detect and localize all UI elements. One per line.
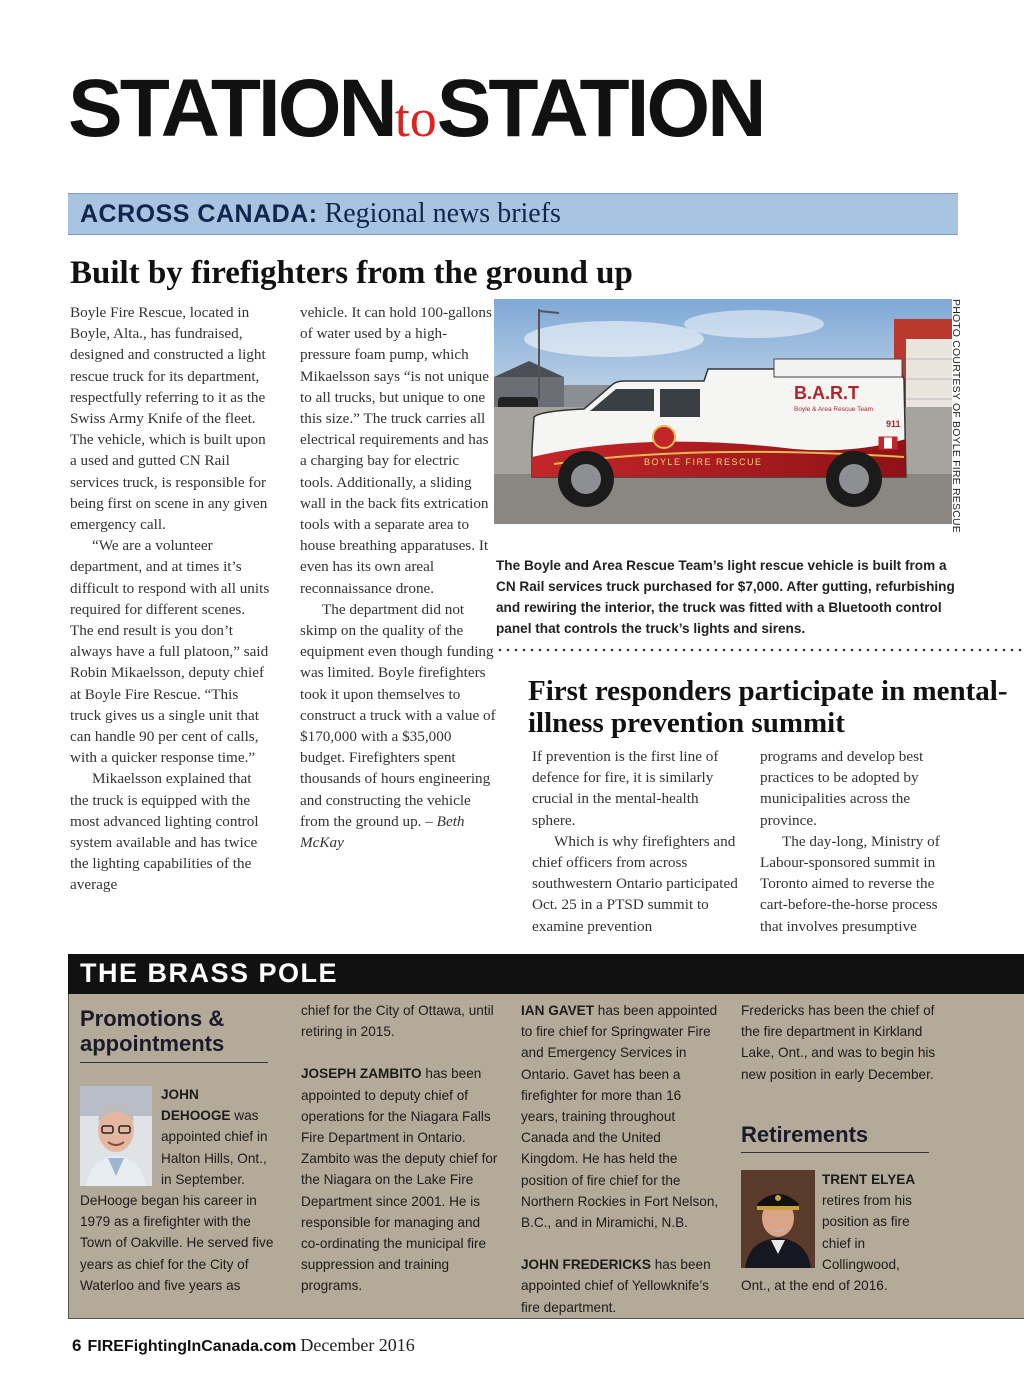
photo-credit xyxy=(950,299,970,533)
elyea-entry-short xyxy=(822,1169,942,1275)
rescue-truck-photo xyxy=(494,299,952,524)
zambito-text: has been appointed to deputy chief of operations for the Niagara Falls Fire Department in Ontario. Zambito was the deputy chief for the Niagara on the Lake Fire Department since 2001. He is responsible for managing and co-ordinating the municipal fire suppression and training programs. xyxy=(301,1066,498,1294)
brass-pole-column-2 xyxy=(301,1000,499,1297)
masthead xyxy=(68,62,763,162)
article1-byline: Beth McKay xyxy=(300,812,465,852)
zambito-paragraph xyxy=(301,1063,499,1296)
dehooge-short-text: was appointed chief in Halton Hills, Ont., in September. xyxy=(161,1108,268,1187)
article1-paragraph: Mikaelsson explained that the truck is equipped with the most advanced lighting control system available and has twice the lighting capabilities of the average xyxy=(70,770,259,894)
brass-pole-column-3 xyxy=(521,1000,721,1318)
brass-pole-title: THE BRASS POLE xyxy=(80,958,339,988)
article2-paragraph: If prevention is the first line of defence for fire, it is similarly crucial in the mental-health sphere. xyxy=(532,748,719,829)
article2-headline: First responders participate in mental-illness prevention summit xyxy=(528,675,1008,739)
masthead-station-1: STATION xyxy=(68,63,395,154)
gavet-name: IAN GAVET xyxy=(521,1003,595,1018)
dehooge-entry-rest: DeHooge began his career in 1979 as a firefighter with the Town of Oakville. He served five years as chief for the City of Waterloo and five years as xyxy=(80,1193,274,1293)
article1-column-2 xyxy=(300,302,496,853)
article1-paragraph: “We are a volunteer department, and at times it’s difficult to respond with all units required for different scenes. The end result is you don’t always have a full platoon,” said Robin Mikaelsson, deputy chief at Boyle Fire Rescue. “This truck gives us a single unit that can handle 90 per cent of calls, with a quicker response time.” xyxy=(70,537,270,767)
footer-site: FIREFightingInCanada.com xyxy=(87,1338,297,1355)
retirements-divider xyxy=(741,1152,929,1153)
article1-paragraph: Boyle Fire Rescue, located in Boyle, Alta., has fundraised, designed and constructed a light rescue truck for its department, respectfully referring to it as the Swiss Army Knife of the fleet. The vehicle, which is built upon a used and gutted CN Rail services truck, is responsible for being first on scene in any given emergency call. xyxy=(70,304,268,534)
page-footer xyxy=(72,1335,415,1356)
article2-paragraph: The day-long, Ministry of Labour-sponsored summit in Toronto aimed to reverse the cart-before-the-horse process that involves presumptive xyxy=(760,832,940,935)
truck-911-text: 911 xyxy=(886,419,901,429)
john-dehooge-portrait xyxy=(80,1086,152,1186)
footer-date: December 2016 xyxy=(300,1335,415,1355)
elyea-name: TRENT ELYEA xyxy=(822,1172,916,1187)
portrait-illustration xyxy=(80,1086,152,1186)
rescue-truck-illustration xyxy=(494,299,952,524)
article2-paragraph: Which is why firefighters and chief officers from across southwestern Ontario participated Oct. 25 in a PTSD summit to examine prevention xyxy=(532,832,738,935)
gavet-text: has been appointed to fire chief for Springwater Fire and Emergency Services in Ontario. Gavet has been a firefighter for more than 16 years, training throughout Canada and the United Kingdom. He has held the position of fire chief for the Northern Rockies in Fort Nelson, B.C., and in Miramichi, N.B. xyxy=(521,1003,719,1231)
elyea-entry-rest: Ont., at the end of 2016. xyxy=(741,1278,888,1293)
page-number: 6 xyxy=(72,1336,82,1355)
zambito-name: JOSEPH ZAMBITO xyxy=(301,1066,422,1082)
dotted-divider xyxy=(496,648,1024,652)
article2-column-2 xyxy=(760,746,960,937)
trent-elyea-portrait xyxy=(741,1170,815,1268)
photo-caption: The Boyle and Area Rescue Team’s light rescue vehicle is built from a CN Rail services truck purchased for $7,000. After gutting, refurbishing and rewiring the interior, the truck was fitted with a Bluetooth control panel that controls the truck’s lights and sirens. xyxy=(496,558,955,636)
portrait-illustration xyxy=(741,1170,815,1268)
article1-column-1 xyxy=(70,302,270,896)
article2-column-1 xyxy=(532,746,742,937)
article1-paragraph: vehicle. It can hold 100-gallons of water used by a high-pressure foam pump, which Mikaelsson says “is not unique to all trucks, but unique to one this size.” The truck carries all electrical requirements and has a charging bay for electric tools. Additionally, a sliding wall in the back fits extrication tools with a separate area to house breathing apparatuses. It even has its own areal reconnaissance drone. xyxy=(300,304,492,597)
section-band xyxy=(68,193,958,235)
fredericks-name: JOHN FREDERICKS xyxy=(521,1257,651,1273)
article1-headline: Built by firefighters from the ground up xyxy=(70,255,633,291)
brass-pole-column-4 xyxy=(741,1000,941,1085)
gavet-paragraph xyxy=(521,1000,721,1233)
article1-paragraph-text: The department did not skimp on the quality of the equipment even though funding was limited. Boyle firefighters took it upon themselves to construct a truck with a value of $170,000 with a $35,000 budget. Firefighters spent thousands of hours engineering and constructing the vehicle from the ground up. – xyxy=(300,600,496,830)
elyea-paragraph xyxy=(822,1169,942,1275)
fredericks-continued: Fredericks has been the chief of the fire department in Kirkland Lake, Ont., and was to begin his new position in early December. xyxy=(741,1003,936,1082)
masthead-to: to xyxy=(394,88,437,148)
masthead-station-2: STATION xyxy=(436,63,764,154)
article2-paragraph: programs and develop best practices to be adopted by municipalities across the province. xyxy=(760,748,924,829)
section-band-rest: Regional news briefs xyxy=(317,198,561,229)
fredericks-text: has been appointed chief of Yellowknife’s fire department. xyxy=(521,1257,711,1315)
fredericks-paragraph xyxy=(521,1254,721,1318)
elyea-short-text: retires from his position as fire chief in Collingwood, xyxy=(822,1193,912,1272)
dehooge-entry-short xyxy=(161,1084,271,1190)
retirements-heading: Retirements xyxy=(741,1122,869,1147)
truck-bart-text: B.A.R.T xyxy=(794,383,859,403)
truck-side-text: BOYLE FIRE RESCUE xyxy=(644,457,763,467)
section-band-bold: ACROSS CANADA: xyxy=(80,200,318,228)
promotions-divider xyxy=(80,1062,268,1063)
truck-team-text: Boyle & Area Rescue Team xyxy=(794,406,874,413)
dehooge-paragraph xyxy=(161,1084,271,1190)
photo-credit-text: PHOTO COURTESY OF BOYLE FIRE RESCUE xyxy=(950,299,962,533)
article1-paragraph-last xyxy=(300,599,496,853)
ottawa-text: chief for the City of Ottawa, until retiring in 2015. xyxy=(301,1003,494,1040)
dehooge-name: JOHN DEHOOGE xyxy=(161,1087,231,1124)
promotions-heading: Promotions & appointments xyxy=(80,1006,225,1056)
